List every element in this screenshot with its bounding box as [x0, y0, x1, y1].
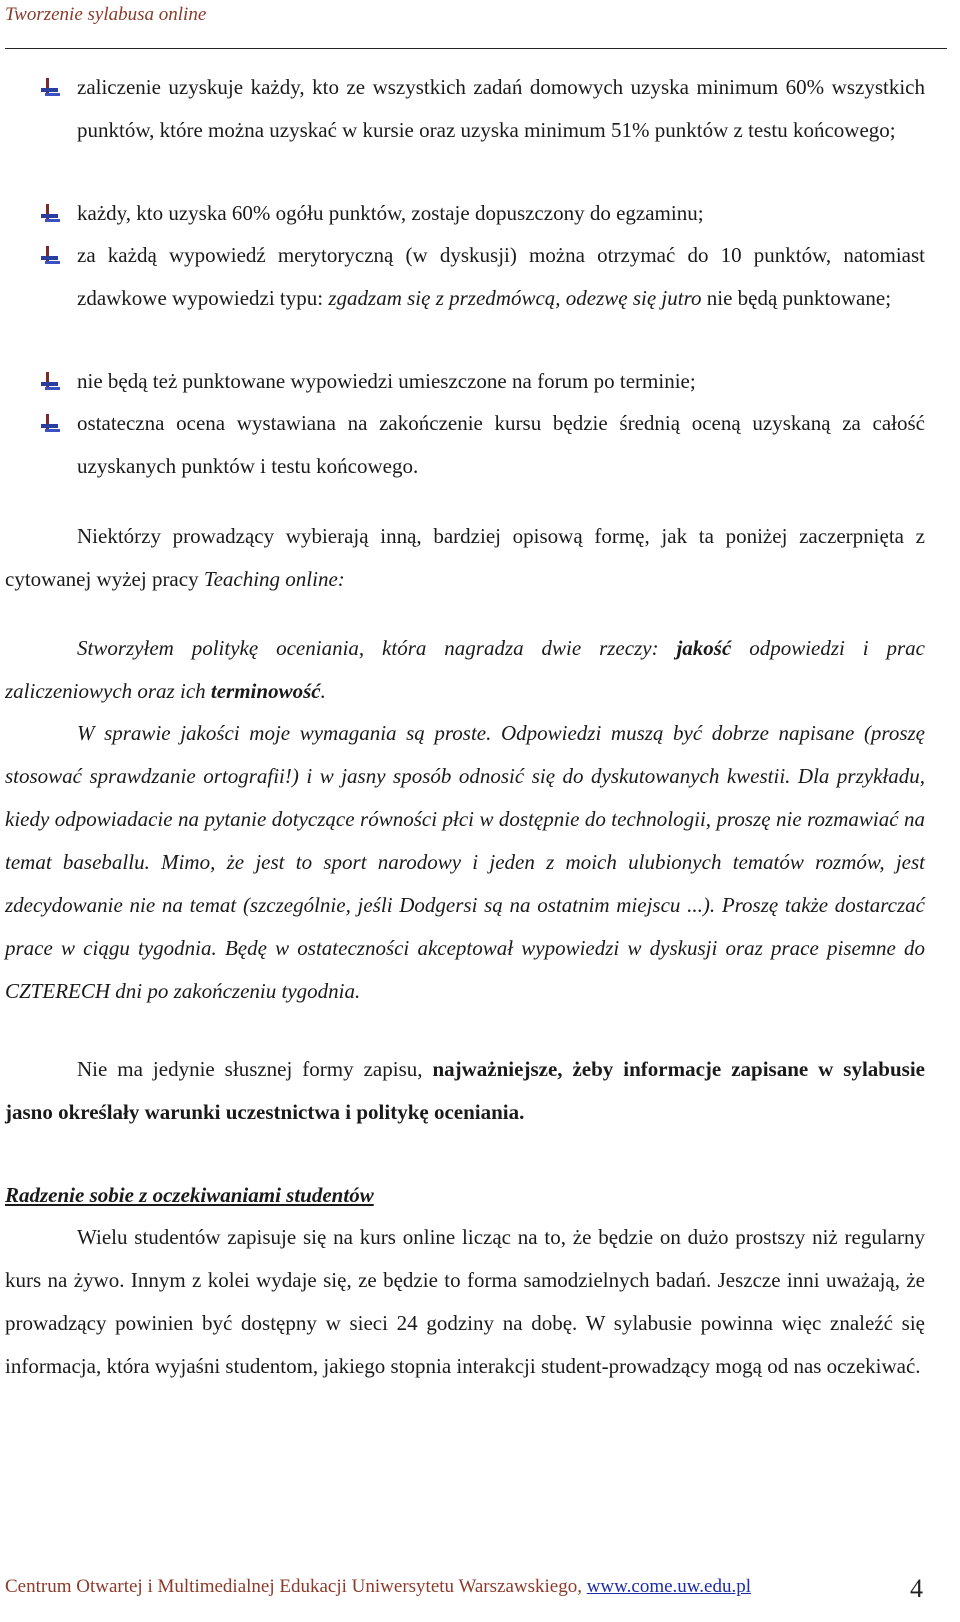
footer-institution: Centrum Otwartej i Multimedialnej Edukacji Uniwersytetu Warszawskiego,: [5, 1576, 587, 1597]
text-run: Niektórzy prowadzący wybierają inną, bardziej opisową formę, jak ta poniżej zaczerpnięta z cytowanej wyżej pracy: [5, 524, 925, 591]
text-run: najważniejsze, żeby informacje zapisane w sylabusie jasno określały warunki uczestnictwa i politykę oceniania.: [5, 1057, 925, 1124]
bullet-icon: [41, 246, 63, 266]
bullet-icon: [41, 78, 63, 98]
footer: [5, 1576, 751, 1598]
text-run: każdy, kto uzyska 60% ogółu punktów, zostaje dopuszczony do egzaminu;: [77, 201, 704, 225]
intro-paragraph: [5, 515, 925, 601]
text-run: ostateczna ocena wystawiana na zakończenie kursu będzie średnią oceną uzyskaną za całość uzyskanych punktów i testu końcowego.: [77, 411, 925, 478]
text-run: zaliczenie uzyskuje każdy, kto ze wszystkich zadań domowych uzyska minimum 60% wszystkich punktów, które można uzyskać w kursie oraz uzyska minimum 51% punktów z testu końcowego;: [77, 75, 925, 142]
bullet-item-5: [77, 402, 925, 488]
summary-paragraph: [5, 1048, 925, 1134]
section-heading: Radzenie sobie z oczekiwaniami studentów: [5, 1183, 374, 1207]
text-run: .: [320, 679, 326, 703]
bullet-item-4: [77, 360, 925, 403]
page-number: 4: [910, 1574, 923, 1603]
footer-link[interactable]: www.come.uw.edu.pl: [586, 1576, 751, 1597]
bullet-icon: [41, 372, 63, 392]
bullet-icon: [41, 414, 63, 434]
text-run: W sprawie jakości moje wymagania są proste. Odpowiedzi muszą być dobrze napisane (proszę stosować sprawdzanie ortografii!) i w jasny sposób odnosić się do dyskutowanych kwestii. Dla przykładu, kiedy odpowiadacie na pytanie dotyczące równości płci w dostępnie do technologii, proszę nie rozmawiać na temat baseballu. Mimo, że jest to sport narodowy i jeden z moich ulubionych tematów rozmów, jest zdecydowanie nie na temat (szczególnie, jeśli Dodgersi są na ostatnim miejscu ...). Proszę także dostarczać prace w ciągu tygodnia. Będę w ostateczności akceptował wypowiedzi w dyskusji oraz prace pisemne do CZTERECH dni po zakończeniu tygodnia.: [5, 721, 925, 1003]
text-run: terminowość: [210, 679, 321, 703]
quote-paragraph-1: [5, 627, 925, 713]
section-body-paragraph: [5, 1216, 925, 1388]
text-run: Stworzyłem politykę oceniania, która nagradza dwie rzeczy:: [77, 636, 677, 660]
bullet-item-1: [77, 66, 925, 152]
text-run: za każdą wypowiedź merytoryczną (w dyskusji) można otrzymać do 10 punktów, natomiast zdawkowe wypowiedzi typu:: [77, 243, 925, 310]
text-run: nie będą też punktowane wypowiedzi umieszczone na forum po terminie;: [77, 369, 696, 393]
quote-paragraph-2: [5, 712, 925, 1013]
text-run: odpowiedzi i prac zaliczeniowych oraz ich: [5, 636, 925, 703]
text-run: jakość: [676, 636, 732, 660]
running-header-title: Tworzenie sylabusa online: [5, 4, 207, 25]
text-run: Nie ma jedynie słusznej formy zapisu,: [77, 1057, 433, 1081]
bullet-item-3: [77, 234, 925, 320]
text-run: zgadzam się z przedmówcą, odezwę się jutro: [328, 286, 702, 310]
bullet-item-2: [77, 192, 925, 235]
text-run: Teaching online:: [203, 567, 345, 591]
text-run: Wielu studentów zapisuje się na kurs online licząc na to, że będzie on dużo prostszy niż regularny kurs na żywo. Innym z kolei wydaje się, ze będzie to forma samodzielnych badań. Jeszcze inni uważają, że prowadzący powinien być dostępny w sieci 24 godziny na dobę. W sylabusie powinna więc znaleźć się informacja, która wyjaśni studentom, jakiego stopnia interakcji student-prowadzący mogą od nas oczekiwać.: [5, 1225, 925, 1378]
bullet-icon: [41, 204, 63, 224]
header-rule: [5, 48, 947, 49]
text-run: nie będą punktowane;: [701, 286, 892, 310]
